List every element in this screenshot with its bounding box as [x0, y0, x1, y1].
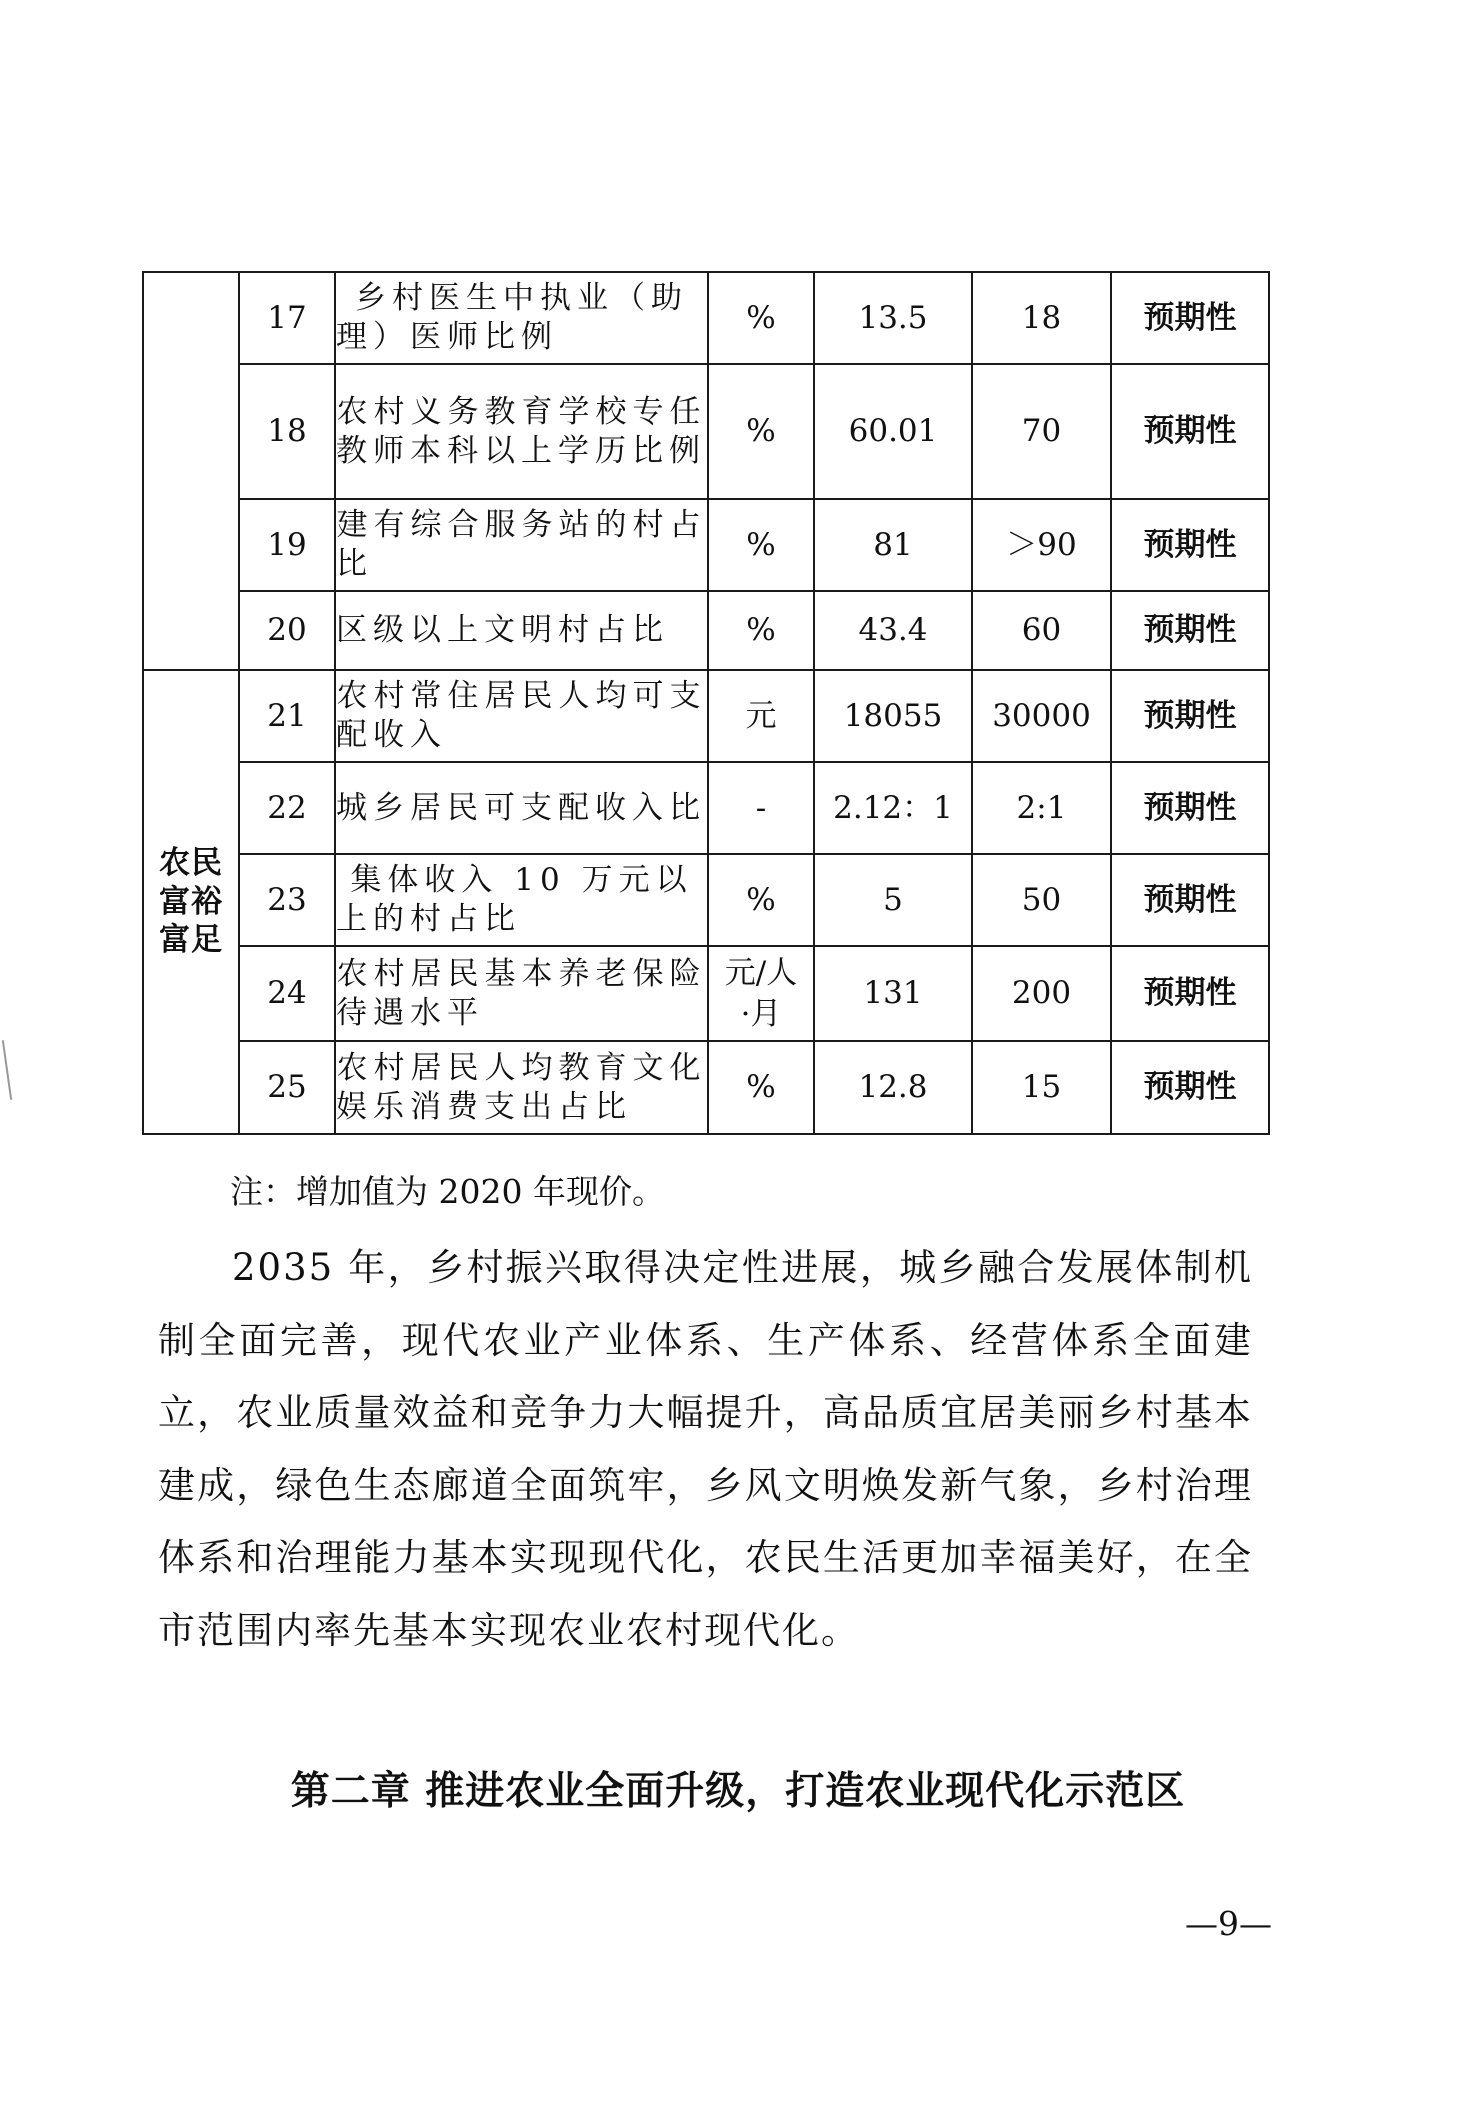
attribute-cell: 预期性 — [1111, 854, 1269, 946]
target-value: 18 — [972, 272, 1111, 364]
chapter-heading: 第二章 推进农业全面升级，打造农业现代化示范区 — [290, 1769, 1186, 1814]
base-value: 13.5 — [814, 272, 972, 364]
row-number: 22 — [239, 762, 335, 854]
base-value: 60.01 — [814, 364, 972, 499]
indicator-name: 农村常住居民人均可支配收入 — [335, 670, 708, 762]
attribute-cell: 预期性 — [1111, 762, 1269, 854]
category-cell — [143, 670, 239, 1134]
unit-cell: % — [708, 272, 814, 364]
category-cell-continued — [143, 272, 239, 670]
table-row — [143, 591, 1269, 670]
row-number: 21 — [239, 670, 335, 762]
indicator-name: 农村义务教育学校专任教师本科以上学历比例 — [335, 364, 708, 499]
attribute-cell: 预期性 — [1111, 591, 1269, 670]
category-label: 农民富裕富足 — [159, 844, 223, 959]
base-value: 43.4 — [814, 591, 972, 670]
indicator-name: 集体收入 10 万元以上的村占比 — [335, 854, 708, 946]
indicator-name: 城乡居民可支配收入比 — [335, 762, 708, 854]
attribute-cell: 预期性 — [1111, 499, 1269, 591]
indicator-name: 农村居民基本养老保险待遇水平 — [335, 946, 708, 1041]
page-number: —9— — [1185, 1904, 1272, 1943]
unit-cell: % — [708, 499, 814, 591]
unit-cell: % — [708, 854, 814, 946]
base-value: 131 — [814, 946, 972, 1041]
attribute-cell: 预期性 — [1111, 946, 1269, 1041]
indicator-name: 农村居民人均教育文化娱乐消费支出占比 — [335, 1041, 708, 1134]
target-value: 60 — [972, 591, 1111, 670]
base-value: 12.8 — [814, 1041, 972, 1134]
unit-cell: 元 — [708, 670, 814, 762]
table-row — [143, 499, 1269, 591]
row-number: 19 — [239, 499, 335, 591]
row-number: 25 — [239, 1041, 335, 1134]
row-number: 17 — [239, 272, 335, 364]
base-value: 81 — [814, 499, 972, 591]
scan-margin-mark — [2, 1040, 12, 1100]
attribute-cell: 预期性 — [1111, 670, 1269, 762]
unit-cell: % — [708, 591, 814, 670]
unit-cell: % — [708, 1041, 814, 1134]
row-number: 23 — [239, 854, 335, 946]
base-value: 5 — [814, 854, 972, 946]
unit-cell: 元/人·月 — [708, 946, 814, 1041]
table-row — [143, 854, 1269, 946]
row-number: 24 — [239, 946, 335, 1041]
attribute-cell: 预期性 — [1111, 364, 1269, 499]
body-paragraph: 2035 年，乡村振兴取得决定性进展，城乡融合发展体制机制全面完善，现代农业产业体系、生产体系、经营体系全面建立，农业质量效益和竞争力大幅提升，高品质宜居美丽乡村基本建成，绿色生态廊道全面筑牢，乡风文明焕发新气象，乡村治理体系和治理能力基本实现现代化，农民生活更加幸福美好，在全市范围内率先基本实现农业农村现代化。 — [158, 1246, 1253, 1652]
target-value: 50 — [972, 854, 1111, 946]
attribute-cell: 预期性 — [1111, 1041, 1269, 1134]
unit-cell: % — [708, 364, 814, 499]
table-row — [143, 364, 1269, 499]
indicator-name: 建有综合服务站的村占比 — [335, 499, 708, 591]
indicator-table — [142, 271, 1270, 1135]
table-row — [143, 762, 1269, 854]
table-row — [143, 272, 1269, 364]
target-value: 2:1 — [972, 762, 1111, 854]
target-value: ＞90 — [972, 499, 1111, 591]
target-value: 30000 — [972, 670, 1111, 762]
table-row — [143, 1041, 1269, 1134]
target-value: 15 — [972, 1041, 1111, 1134]
base-value: 2.12：1 — [814, 762, 972, 854]
row-number: 18 — [239, 364, 335, 499]
base-value: 18055 — [814, 670, 972, 762]
indicator-name: 乡村医生中执业（助理）医师比例 — [335, 272, 708, 364]
target-value: 70 — [972, 364, 1111, 499]
row-number: 20 — [239, 591, 335, 670]
table-row — [143, 946, 1269, 1041]
target-value: 200 — [972, 946, 1111, 1041]
unit-cell: - — [708, 762, 814, 854]
body-paragraph-block — [158, 1232, 1253, 1667]
indicator-name: 区级以上文明村占比 — [335, 591, 708, 670]
table-row — [143, 670, 1269, 762]
table-note: 注：增加值为 2020 年现价。 — [230, 1172, 665, 1211]
attribute-cell: 预期性 — [1111, 272, 1269, 364]
